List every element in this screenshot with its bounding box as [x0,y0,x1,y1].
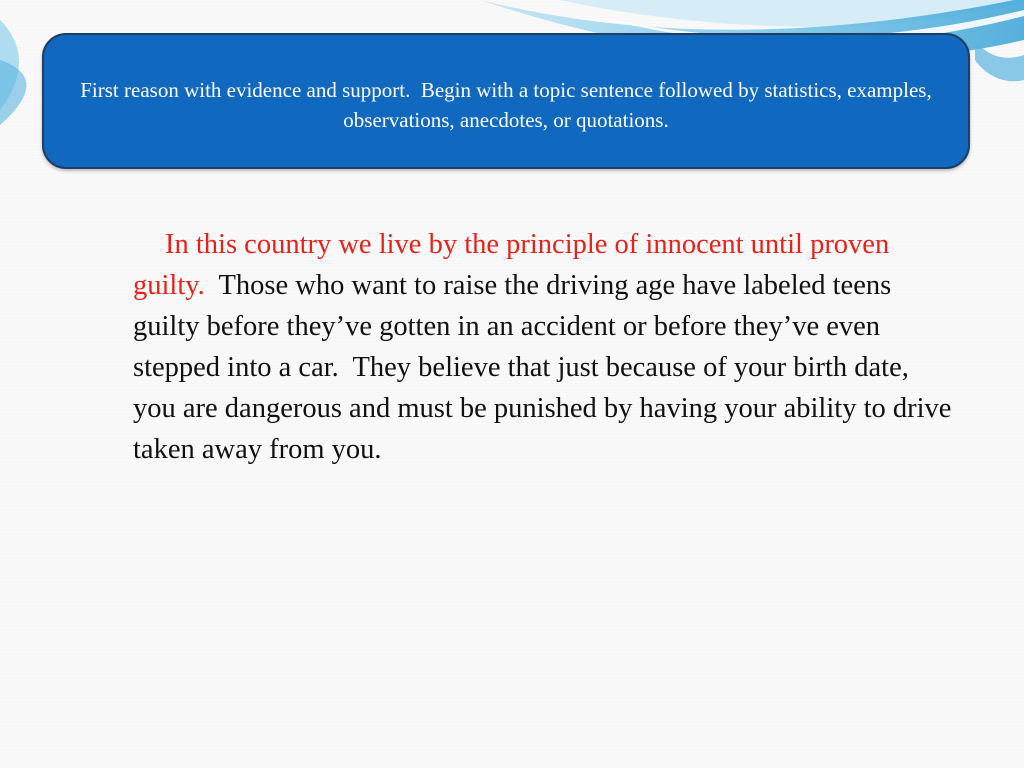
wave-band-left-2 [0,60,26,125]
topic-sentence: In this country we live by the principle of innocent until proven guilty. [133,229,897,301]
header-text: First reason with evidence and support. Begin with a topic sentence followed by statistics, examples, observations, anecdotes, or quotations. [80,78,937,132]
body-paragraph [133,224,959,470]
supporting-text: Those who want to raise the driving age have labeled teens guilty before they’ve gotten in an accident or before they’ve even stepped into a car. They believe that just because of your birth date, you are dangerous and must be punished by having your ability to drive taken away from you. [133,270,959,465]
header-box [42,33,970,169]
